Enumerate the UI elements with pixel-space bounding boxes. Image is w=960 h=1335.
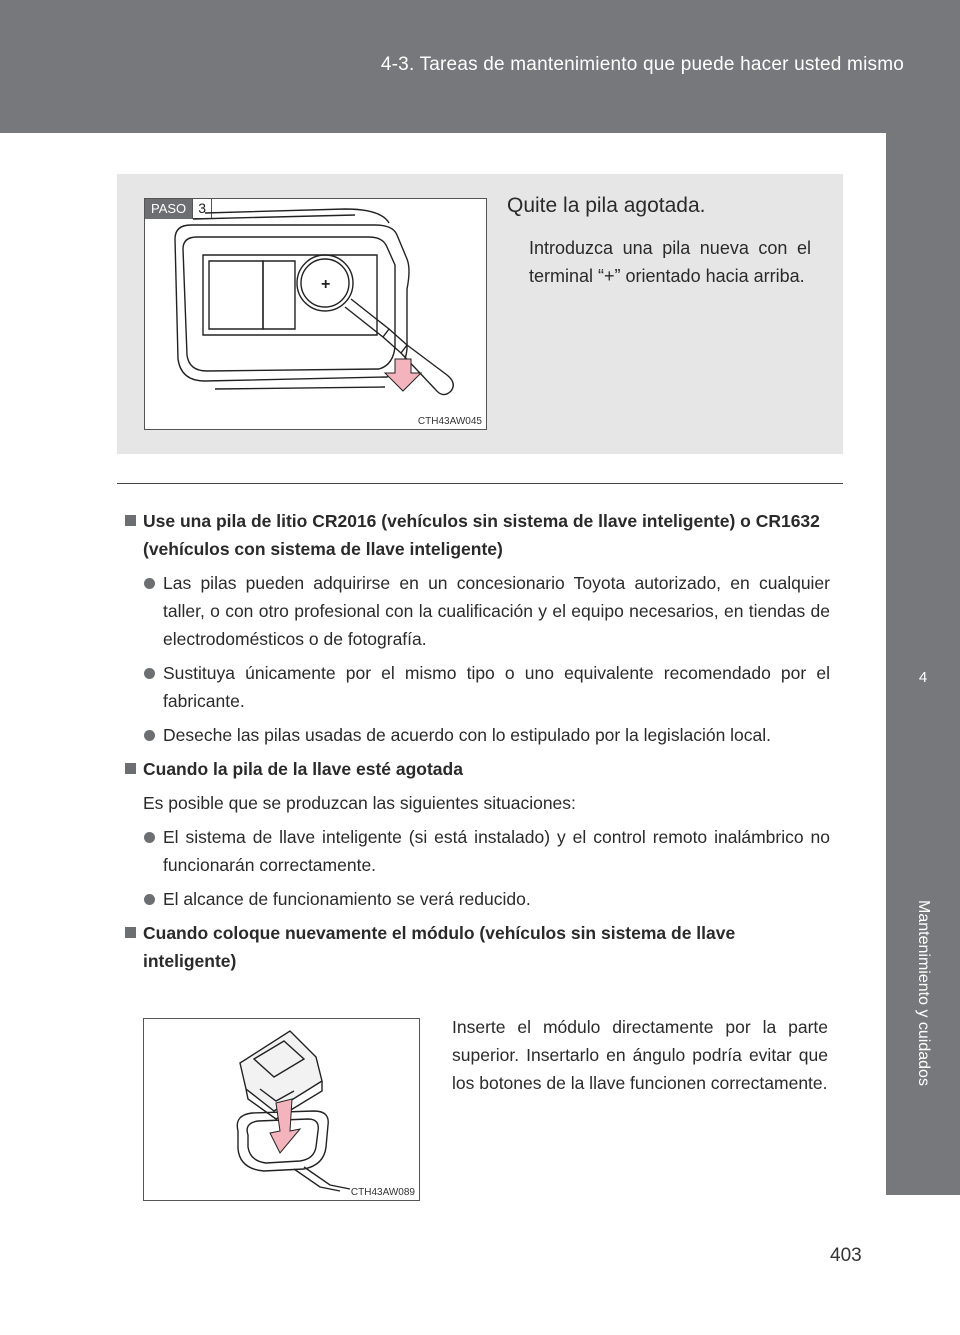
plus-terminal-label: + xyxy=(321,276,331,293)
step-box xyxy=(117,174,843,454)
main-content xyxy=(125,507,830,981)
chapter-number: 4 xyxy=(918,669,928,686)
page-number: 403 xyxy=(830,1245,862,1266)
list-item: El sistema de llave inteligente (si está instalado) y el control remoto inalámbrico no funcionarán correctamente. xyxy=(125,823,830,879)
list-item: Sustituya únicamente por el mismo tipo o uno equivalente recomendado por el fabricante. xyxy=(125,659,830,715)
down-arrow-icon xyxy=(385,359,421,391)
page-header xyxy=(0,0,960,133)
chapter-label: Mantenimiento y cuidados xyxy=(915,900,932,1086)
circle-bullet-icon xyxy=(144,578,155,589)
key-battery-illustration xyxy=(145,199,486,429)
section-heading: Use una pila de litio CR2016 (vehículos sin sistema de llave inteligente) o CR1632 (vehículos con sistema de llave inteligente) xyxy=(125,507,830,563)
figure2-text: Inserte el módulo directamente por la parte superior. Insertarlo en ángulo podría evitar que los botones de la llave funcionen correctamente. xyxy=(452,1017,828,1093)
circle-bullet-icon xyxy=(144,730,155,741)
section-divider xyxy=(117,483,843,484)
section-heading: Cuando la pila de la llave esté agotada xyxy=(125,755,830,783)
square-bullet-icon xyxy=(125,515,136,526)
image-code: CTH43AW089 xyxy=(350,1187,415,1198)
list-item: Las pilas pueden adquirirse en un concesionario Toyota autorizado, en cualquier taller, o con otro profesional con la cualificación y el equipo necesarios, en tiendas de electrodomésticos o de fotografía. xyxy=(125,569,830,653)
key-module-drawing xyxy=(144,1019,419,1200)
circle-bullet-icon xyxy=(144,832,155,843)
step-title: Quite la pila agotada. xyxy=(507,194,706,217)
step-badge-label: PASO xyxy=(145,199,192,219)
square-bullet-icon xyxy=(125,927,136,938)
circle-bullet-icon xyxy=(144,668,155,679)
module-illustration xyxy=(143,1018,420,1201)
section-heading: Cuando coloque nuevamente el módulo (vehículos sin sistema de llave inteligente) xyxy=(125,919,830,975)
step-badge-number: 3 xyxy=(192,199,212,219)
list-item: Deseche las pilas usadas de acuerdo con lo estipulado por la legislación local. xyxy=(125,721,830,749)
header-title: 4-3. Tareas de mantenimiento que puede hacer usted mismo xyxy=(380,54,904,75)
chapter-side-tab xyxy=(886,133,960,1195)
section-intro: Es posible que se produzcan las siguientes situaciones: xyxy=(143,793,576,813)
list-item: El alcance de funcionamiento se verá reducido. xyxy=(125,885,830,913)
step-illustration xyxy=(144,198,487,430)
square-bullet-icon xyxy=(125,763,136,774)
step-text: Introduzca una pila nueva con el terminal “+” orientado hacia arriba. xyxy=(529,238,811,286)
circle-bullet-icon xyxy=(144,894,155,905)
image-code: CTH43AW045 xyxy=(417,416,482,427)
